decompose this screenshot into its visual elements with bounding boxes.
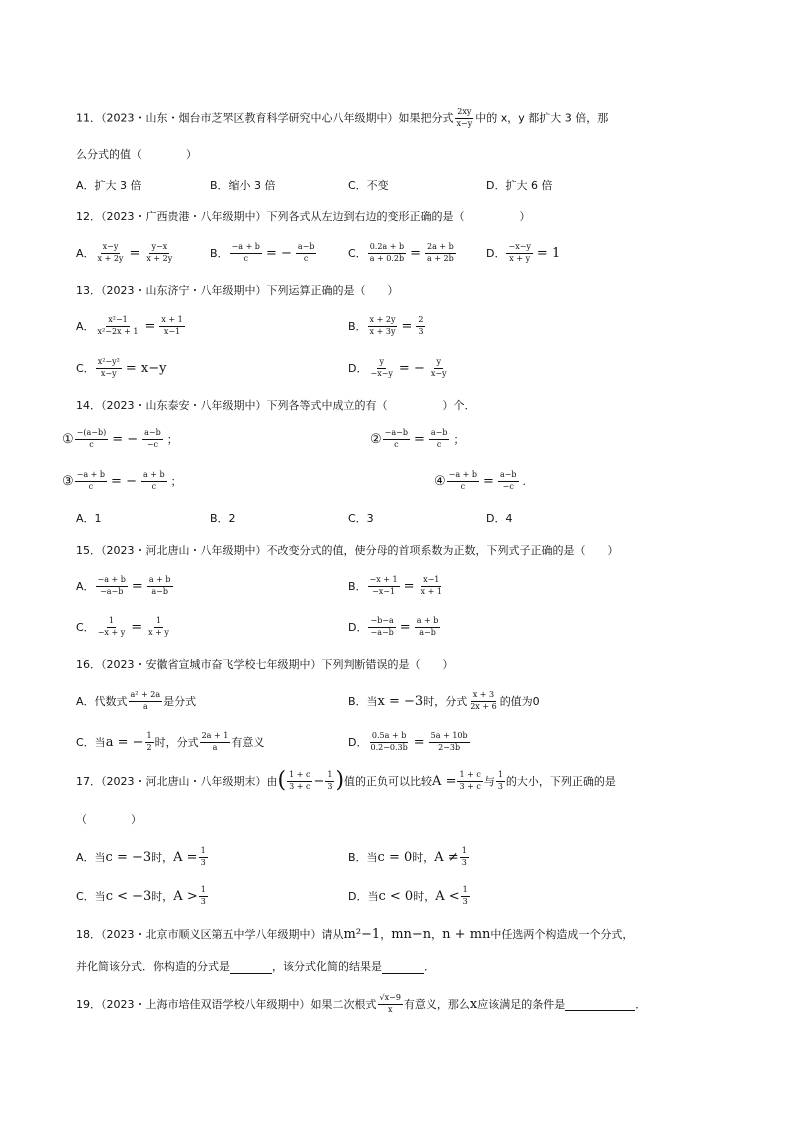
q14-equation-2: ② $\frac{-a-b}{c}$ = $\frac{a-b}{c}$ ； bbox=[370, 427, 465, 449]
q14-equation-4: ④ $\frac{-a + b}{c}$ = $\frac{a-b}{-c}$ . bbox=[434, 469, 527, 491]
question-18: 18．（2023・北京市顺义区第五中学八年级期中）请从m²−1，mn−n，n + mn中任选两个构造成一个分式， bbox=[76, 927, 634, 942]
q16-option-c[interactable]: C．当 a = − $\frac{1}{2}$ 时，分式 $\frac{2a + 1}{a}$ 有意义 bbox=[76, 730, 265, 752]
q11-option-b[interactable]: B．缩小 3 倍 bbox=[210, 179, 276, 192]
q15-options-row1 bbox=[76, 571, 756, 601]
q11-options bbox=[76, 170, 756, 200]
q14-equation-3: ③ $\frac{-a + b}{c}$ = − $\frac{a + b}{c}$ ； bbox=[62, 469, 182, 491]
q12-option-a[interactable]: A． $\frac{x-y}{x + 2y}$ = $\frac{y-x}{x + 2y}$ bbox=[76, 241, 173, 263]
q14-options bbox=[76, 503, 756, 533]
q15-option-a[interactable]: A． $\frac{-a + b}{-a-b}$ = $\frac{a + b}{a-b}$ bbox=[76, 574, 171, 596]
q17-option-d[interactable]: D．当 c < 0 时， A < $\frac{1}{3}$ bbox=[348, 884, 468, 906]
q14-option-c[interactable]: C．3 bbox=[348, 512, 374, 525]
q15-option-c[interactable]: C． $\frac{1}{-x + y}$ = $\frac{1}{x + y}$ bbox=[76, 615, 169, 637]
q13-option-c[interactable]: C． $\frac{\text{x²−y²}}{x-y}$ = x−y bbox=[76, 356, 167, 378]
q11-option-d[interactable]: D．扩大 6 倍 bbox=[486, 179, 553, 192]
q15-option-d[interactable]: D． $\frac{-b-a}{-a-b}$ = $\frac{a + b}{a-b}$ bbox=[348, 615, 439, 637]
q12-options bbox=[76, 238, 756, 268]
question-17: 17．（2023・河北唐山・八年级期末）由 ( $\frac{1 + c}{3 + c}$ − $\frac{1}{3}$ ) 值的正负可以比较 A = $\frac{1 + c}{3 + c}$ 与 $\frac{1}{3}$ 的大小，下列正确的是 bbox=[76, 768, 616, 793]
question-14: 14．（2023・山东泰安・八年级期中）下列各等式中成立的有（ ）个． bbox=[76, 399, 476, 412]
q15-options-row2 bbox=[76, 612, 756, 642]
q13-option-b[interactable]: B． $\frac{x + 2y}{x + 3y}$ = $\frac{2}{3}$ bbox=[348, 314, 424, 336]
q13-option-d[interactable]: D． $\frac{y}{-x-y}$ = − $\frac{y}{x-y}$ bbox=[348, 356, 447, 378]
question-19: 19．（2023・上海市培佳双语学校八年级期中）如果二次根式 $\frac{√x-9}{x}$ 有意义，那么 x 应该满足的条件是 ． bbox=[76, 993, 647, 1014]
q14-equations-row1 bbox=[62, 424, 756, 454]
q12-option-d[interactable]: D． $\frac{-x-y}{x + y}$ = 1 bbox=[486, 241, 561, 263]
q12-option-c[interactable]: C． $\frac{0.2a + b}{a + 0.2b}$ = $\frac{2a + b}{a + 2b}$ bbox=[348, 241, 454, 263]
q16-options-row1 bbox=[76, 686, 756, 716]
q14-option-a[interactable]: A．1 bbox=[76, 512, 102, 525]
q15-option-b[interactable]: B． $\frac{-x + 1}{-x-1}$ = $\frac{x-1}{x + 1}$ bbox=[348, 574, 442, 596]
q18-stem-continued: 并化简该分式．你构造的分式是 ，该分式化简的结果是 ． bbox=[76, 960, 435, 973]
q19-answer-blank[interactable] bbox=[565, 998, 635, 1011]
q18-answer-blank-2[interactable] bbox=[382, 961, 424, 974]
question-12: 12．（2023・广西贵港・八年级期中）下列各式从左边到右边的变形正确的是（ ） bbox=[76, 210, 531, 223]
q14-equations-row2 bbox=[62, 466, 756, 496]
q17-options-row1 bbox=[76, 842, 756, 872]
q13-options-row2 bbox=[76, 353, 756, 383]
q16-options-row2 bbox=[76, 727, 756, 757]
q11-stem-prefix: 11．（2023・山东・烟台市芝罘区教育科学研究中心八年级期中）如果把分式 bbox=[76, 111, 454, 125]
q17-option-c[interactable]: C．当 c < −3 时， A > $\frac{1}{3}$ bbox=[76, 884, 206, 906]
q14-equation-1: ① $\frac{-(a-b)}{c}$ = − $\frac{a-b}{-c}$ ； bbox=[62, 427, 178, 449]
q11-stem-suffix: 中的 x，y 都扩大 3 倍，那 bbox=[475, 111, 609, 125]
question-11 bbox=[76, 108, 754, 129]
q13-options-row1 bbox=[76, 311, 756, 341]
q16-option-b[interactable]: B．当 x = −3 时，分式 $\frac{x + 3}{2x + 6}$ 的值为0 bbox=[348, 689, 540, 711]
q11-stem-continued: 么分式的值（ ） bbox=[76, 148, 197, 161]
q18-answer-blank-1[interactable] bbox=[230, 961, 272, 974]
q17-stem-continued: （ ） bbox=[76, 813, 142, 826]
q11-option-c[interactable]: C．不变 bbox=[348, 179, 389, 192]
q12-option-b[interactable]: B． $\frac{-a + b}{c}$ = − $\frac{a-b}{c}$ bbox=[210, 241, 315, 263]
question-13: 13．（2023・山东济宁・八年级期中）下列运算正确的是（ ） bbox=[76, 284, 399, 297]
q16-option-d[interactable]: D． $\frac{0.5a + b}{0.2-0.3b}$ = $\frac{5a + 10b}{2-3b}$ bbox=[348, 730, 468, 752]
question-16: 16．（2023・安徽省宣城市奋飞学校七年级期中）下列判断错误的是（ ） bbox=[76, 658, 454, 671]
q14-option-b[interactable]: B．2 bbox=[210, 512, 236, 525]
q14-option-d[interactable]: D．4 bbox=[486, 512, 513, 525]
q17-options-row2 bbox=[76, 881, 756, 911]
q11-option-a[interactable]: A．扩大 3 倍 bbox=[76, 179, 142, 192]
q11-fraction: $\frac{2xy}{x-y}$ bbox=[456, 107, 473, 128]
q13-option-a[interactable]: A． $\frac{\text{x²−1}}{\text{x²−2x + 1}}$ = $\frac{x + 1}{x-1}$ bbox=[76, 314, 183, 336]
q17-option-a[interactable]: A．当 c = −3 时， A = $\frac{1}{3}$ bbox=[76, 845, 206, 867]
question-15: 15．（2023・河北唐山・八年级期中）不改变分式的值，使分母的首项系数为正数，下列式子正确的是（ ） bbox=[76, 544, 619, 557]
q17-option-b[interactable]: B．当 c = 0 时， A ≠ $\frac{1}{3}$ bbox=[348, 845, 467, 867]
q16-option-a[interactable]: A．代数式 $\frac{\text{a² + 2a}}{a}$ 是分式 bbox=[76, 689, 197, 711]
